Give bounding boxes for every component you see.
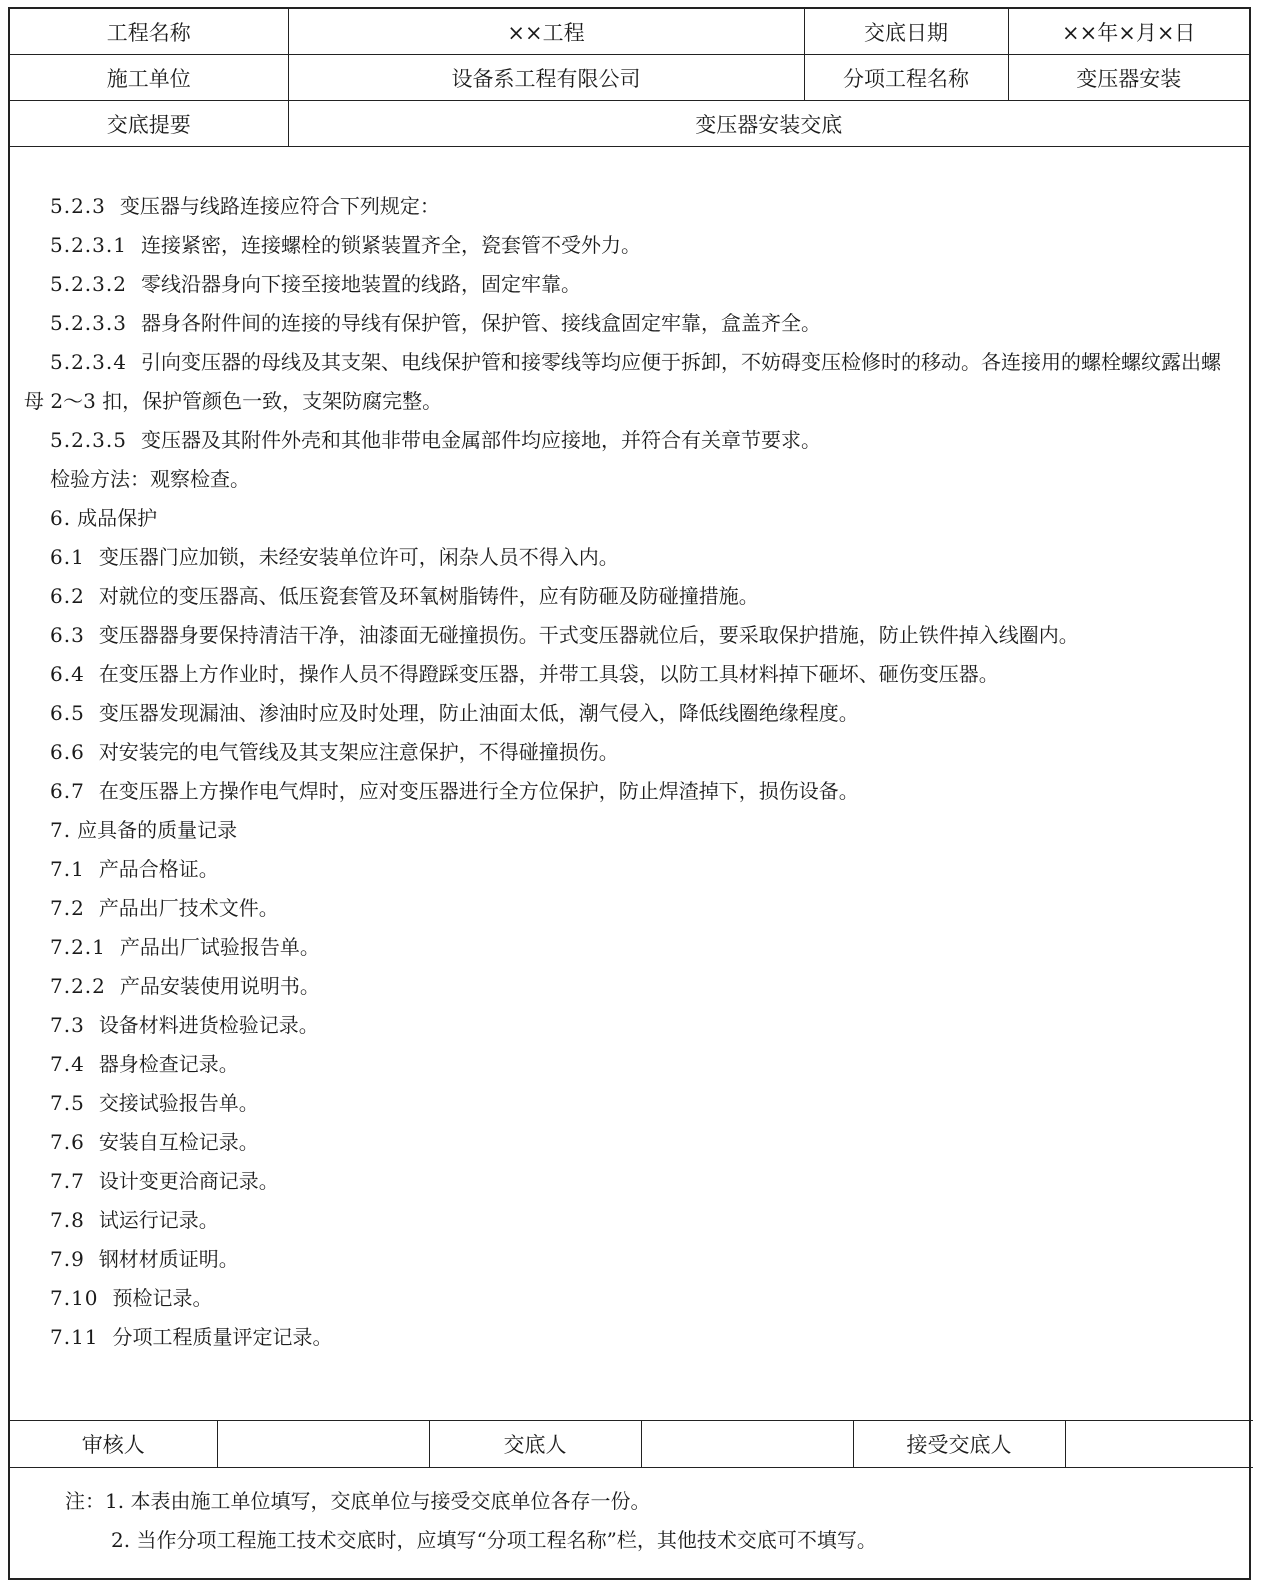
content-line — [24, 655, 1235, 694]
item-number: 7.5 — [50, 1091, 85, 1115]
item-text: 在变压器上方作业时，操作人员不得蹬踩变压器，并带工具袋，以防工具材料掉下砸坏、砸伤变压器。 — [98, 662, 999, 686]
item-text: 变压器门应加锁，未经安装单位许可，闲杂人员不得入内。 — [98, 545, 619, 569]
contractor-value: 设备系工程有限公司 — [288, 55, 804, 101]
item-number: 7.11 — [50, 1325, 99, 1349]
item-number: 5.2.3 — [50, 194, 106, 218]
item-text: 安装自互检记录。 — [98, 1130, 259, 1154]
item-number: 7.7 — [50, 1169, 85, 1193]
item-text: 设计变更洽商记录。 — [98, 1169, 279, 1193]
item-number: 7.1 — [50, 857, 85, 881]
content-line — [24, 304, 1235, 343]
item-text: 产品安装使用说明书。 — [119, 974, 320, 998]
content-line — [24, 460, 1235, 499]
content-line — [24, 850, 1235, 889]
item-number: 6. — [50, 506, 72, 530]
item-number: 7.4 — [50, 1052, 85, 1076]
receiver-value — [1065, 1421, 1253, 1468]
item-number: 6.7 — [50, 779, 85, 803]
item-number: 6.6 — [50, 740, 85, 764]
date-label: 交底日期 — [804, 9, 1008, 55]
item-text: 变压器与线路连接应符合下列规定： — [119, 194, 440, 218]
item-number: 7.2 — [50, 896, 85, 920]
summary-label: 交底提要 — [10, 101, 288, 147]
content-line — [24, 421, 1235, 460]
reviewer-value — [217, 1421, 429, 1468]
date-value: ××年×月×日 — [1008, 9, 1249, 55]
content-line — [24, 1162, 1235, 1201]
content-line — [24, 577, 1235, 616]
item-text: 产品出厂技术文件。 — [98, 896, 279, 920]
header-row-project — [10, 9, 1249, 55]
content-line — [24, 1123, 1235, 1162]
content-paragraph — [24, 616, 1235, 655]
content-line — [24, 1279, 1235, 1318]
item-text: 检验方法：观察检查。 — [50, 467, 250, 491]
item-number: 7.2.1 — [50, 935, 106, 959]
item-text: 对就位的变压器高、低压瓷套管及环氧树脂铸件，应有防砸及防碰撞措施。 — [98, 584, 759, 608]
header-row-contractor — [10, 55, 1249, 101]
item-text: 分项工程质量评定记录。 — [112, 1325, 333, 1349]
item-number: 7.8 — [50, 1208, 85, 1232]
discloser-value — [641, 1421, 853, 1468]
item-number: 6.2 — [50, 584, 85, 608]
content-line — [24, 1006, 1235, 1045]
item-text: 产品合格证。 — [98, 857, 219, 881]
item-text: 对安装完的电气管线及其支架应注意保护，不得碰撞损伤。 — [98, 740, 619, 764]
content-line — [24, 1084, 1235, 1123]
item-number: 5.2.3.1 — [50, 233, 127, 257]
item-text: 钢材材质证明。 — [98, 1247, 239, 1271]
receiver-label: 接受交底人 — [853, 1421, 1065, 1468]
subitem-value: 变压器安装 — [1008, 55, 1249, 101]
item-text: 应具备的质量记录 — [77, 818, 238, 842]
item-number: 6.3 — [50, 623, 85, 647]
item-number: 5.2.3.3 — [50, 311, 127, 335]
project-name-label: 工程名称 — [10, 9, 288, 55]
item-number: 7.9 — [50, 1247, 85, 1271]
signature-row — [10, 1421, 1253, 1468]
subitem-label: 分项工程名称 — [804, 55, 1008, 101]
item-text: 器身各附件间的连接的导线有保护管，保护管、接线盒固定牢靠，盒盖齐全。 — [140, 311, 821, 335]
content-line — [24, 187, 1235, 226]
content-line — [24, 1045, 1235, 1084]
content-line — [24, 1318, 1235, 1357]
content-line — [24, 889, 1235, 928]
disclosure-form — [8, 7, 1251, 1580]
item-text: 变压器及其附件外壳和其他非带电金属部件均应接地，并符合有关章节要求。 — [140, 428, 821, 452]
content-line — [24, 1201, 1235, 1240]
content-line — [24, 226, 1235, 265]
content-line — [24, 499, 1235, 538]
disclosure-content — [10, 152, 1249, 1420]
item-number: 7.10 — [50, 1286, 99, 1310]
item-text: 在变压器上方操作电气焊时，应对变压器进行全方位保护，防止焊渣掉下，损伤设备。 — [98, 779, 859, 803]
reviewer-label: 审核人 — [10, 1421, 217, 1468]
summary-value: 变压器安装交底 — [288, 101, 1249, 147]
project-name-value: ××工程 — [288, 9, 804, 55]
content-line — [24, 772, 1235, 811]
item-text: 预检记录。 — [112, 1286, 213, 1310]
note-2: 2. 当作分项工程施工技术交底时，应填写“分项工程名称”栏，其他技术交底可不填写。 — [111, 1528, 877, 1552]
content-line — [24, 538, 1235, 577]
form-notes — [10, 1468, 1249, 1560]
note-1: 注：1. 本表由施工单位填写，交底单位与接受交底单位各存一份。 — [65, 1489, 651, 1513]
item-number: 5.2.3.5 — [50, 428, 127, 452]
content-line — [24, 1240, 1235, 1279]
item-number: 6.1 — [50, 545, 85, 569]
item-number: 5.2.3.4 — [50, 350, 127, 374]
content-paragraph — [24, 343, 1235, 421]
discloser-label: 交底人 — [429, 1421, 641, 1468]
item-number: 7.6 — [50, 1130, 85, 1154]
content-line — [24, 928, 1235, 967]
item-number: 6.4 — [50, 662, 85, 686]
content-line — [24, 733, 1235, 772]
contractor-label: 施工单位 — [10, 55, 288, 101]
item-text: 零线沿器身向下接至接地装置的线路，固定牢靠。 — [140, 272, 581, 296]
item-number: 5.2.3.2 — [50, 272, 127, 296]
content-line — [24, 694, 1235, 733]
item-text: 试运行记录。 — [98, 1208, 219, 1232]
item-text: 成品保护 — [77, 506, 158, 530]
content-line — [24, 967, 1235, 1006]
item-text: 引向变压器的母线及其支架、电线保护管和接零线等均应便于拆卸，不妨碍变压检修时的移动。各连接用的螺栓螺纹露出螺母 2～3 扣，保护管颜色一致，支架防腐完整。 — [24, 350, 1221, 413]
item-number: 7. — [50, 818, 72, 842]
header-row-summary — [10, 101, 1249, 147]
item-number: 7.2.2 — [50, 974, 106, 998]
item-text: 变压器发现漏油、渗油时应及时处理，防止油面太低，潮气侵入，降低线圈绝缘程度。 — [98, 701, 859, 725]
item-number: 6.5 — [50, 701, 85, 725]
item-text: 交接试验报告单。 — [98, 1091, 259, 1115]
content-line — [24, 265, 1235, 304]
item-text: 连接紧密，连接螺栓的锁紧装置齐全，瓷套管不受外力。 — [140, 233, 641, 257]
form-header-table — [10, 9, 1249, 147]
content-line — [24, 811, 1235, 850]
item-number: 7.3 — [50, 1013, 85, 1037]
signature-table — [10, 1420, 1253, 1468]
item-text: 设备材料进货检验记录。 — [98, 1013, 319, 1037]
item-text: 变压器器身要保持清洁干净，油漆面无碰撞损伤。干式变压器就位后，要采取保护措施，防止铁件掉入线圈内。 — [98, 623, 1079, 647]
item-text: 器身检查记录。 — [98, 1052, 239, 1076]
item-text: 产品出厂试验报告单。 — [119, 935, 320, 959]
